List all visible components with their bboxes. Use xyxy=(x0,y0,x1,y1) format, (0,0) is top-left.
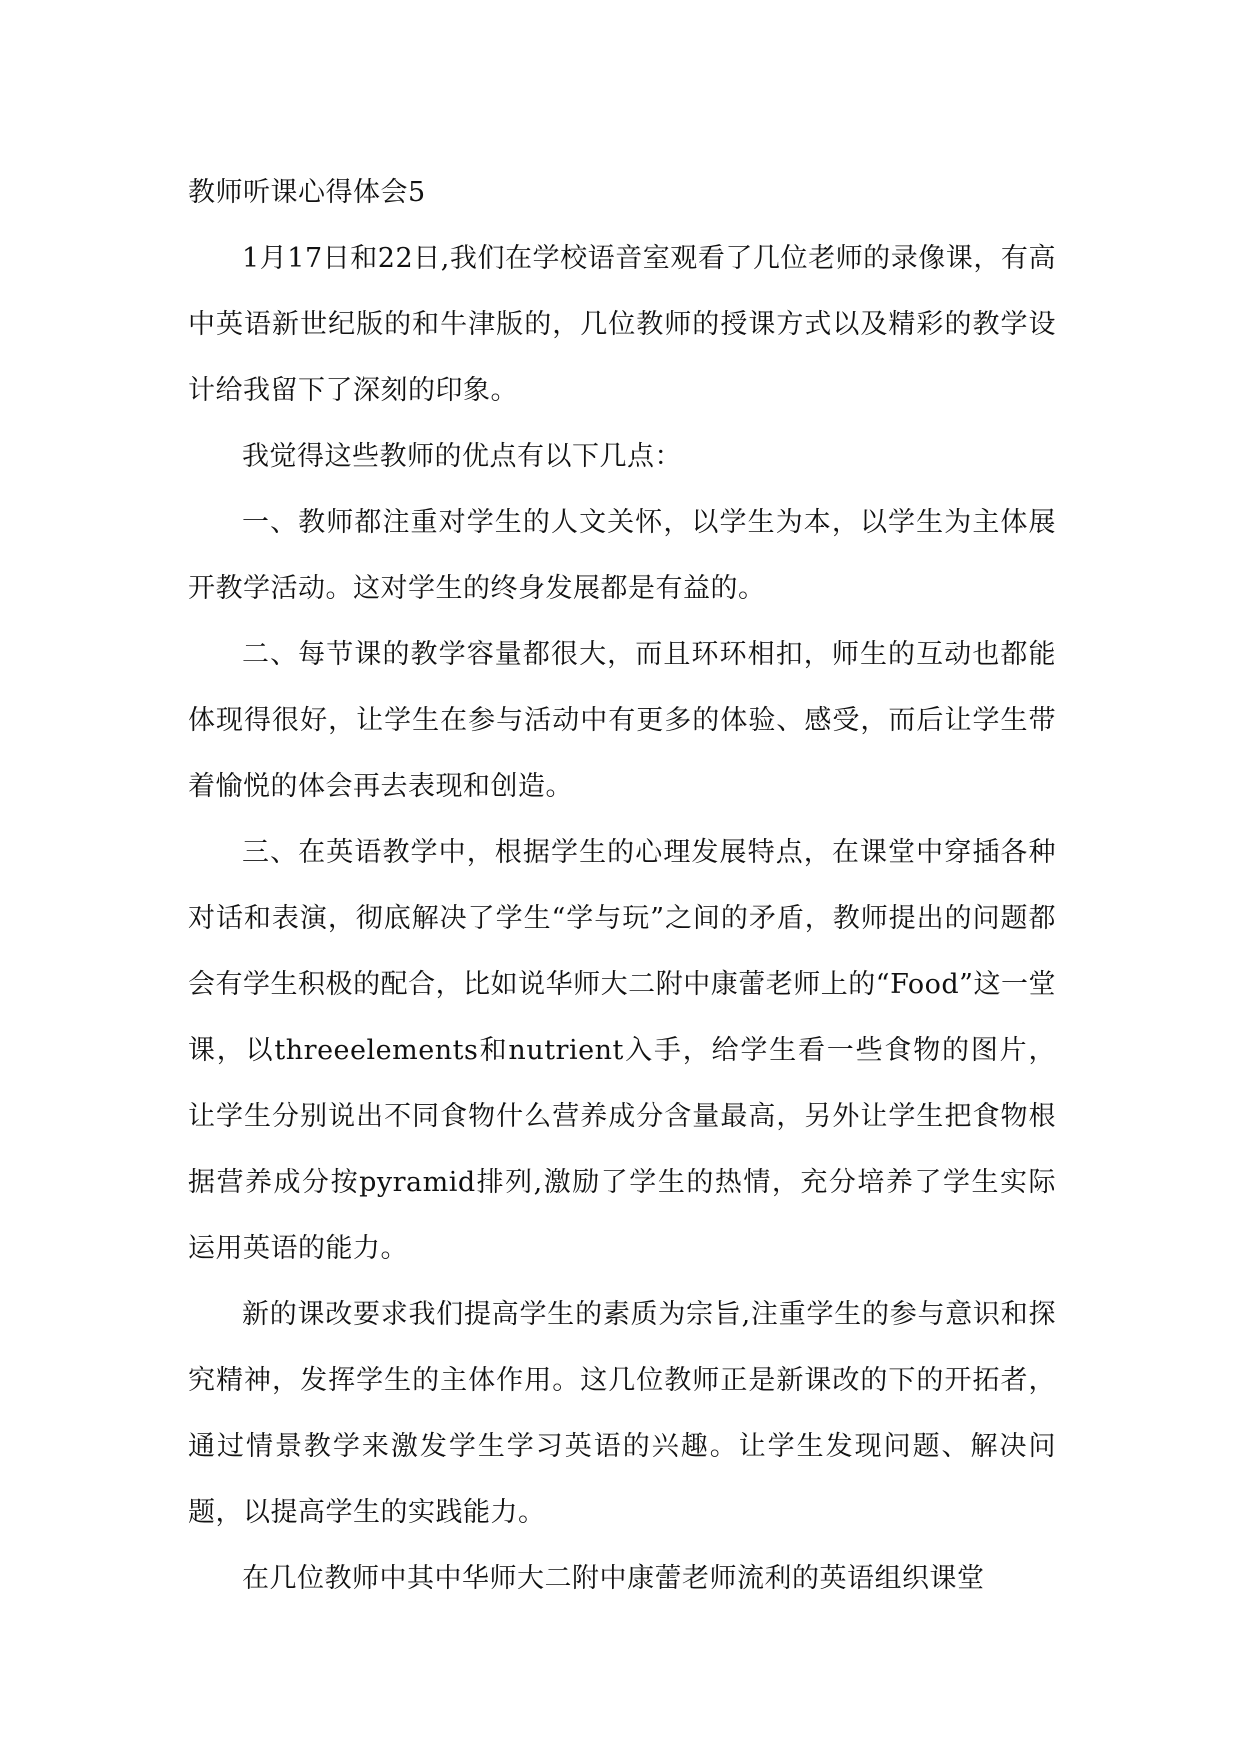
document-body xyxy=(188,160,1056,1612)
paragraph-advantages-lead: 我觉得这些教师的优点有以下几点： xyxy=(242,441,682,472)
paragraph-teacher-highlight: 在几位教师中其中华师大二附中康蕾老师流利的英语组织课堂 xyxy=(242,1563,985,1594)
paragraph-point-one: 一、教师都注重对学生的人文关怀，以学生为本，以学生为主体展开教学活动。这对学生的终身发展都是有益的。 xyxy=(188,507,1056,604)
document-title: 教师听课心得体会5 xyxy=(188,177,426,208)
paragraph-curriculum-reform: 新的课改要求我们提高学生的素质为宗旨,注重学生的参与意识和探究精神，发挥学生的主体作用。这几位教师正是新课改的下的开拓者，通过情景教学来激发学生学习英语的兴趣。让学生发现问题、解决问题，以提高学生的实践能力。 xyxy=(188,1299,1056,1528)
paragraph-point-three: 三、在英语教学中，根据学生的心理发展特点，在课堂中穿插各种对话和表演，彻底解决了学生“学与玩”之间的矛盾，教师提出的问题都会有学生积极的配合，比如说华师大二附中康蕾老师上的“Food”这一堂课，以threeelements和nutrient入手，给学生看一些食物的图片，让学生分别说出不同食物什么营养成分含量最高，另外让学生把食物根据营养成分按pyramid排列,激励了学生的热情，充分培养了学生实际运用英语的能力。 xyxy=(188,837,1056,1264)
paragraph-point-two: 二、每节课的教学容量都很大，而且环环相扣，师生的互动也都能体现得很好，让学生在参与活动中有更多的体验、感受，而后让学生带着愉悦的体会再去表现和创造。 xyxy=(188,639,1056,802)
paragraph-intro: 1月17日和22日,我们在学校语音室观看了几位老师的录像课，有高中英语新世纪版的和牛津版的，几位教师的授课方式以及精彩的教学设计给我留下了深刻的印象。 xyxy=(188,243,1056,406)
